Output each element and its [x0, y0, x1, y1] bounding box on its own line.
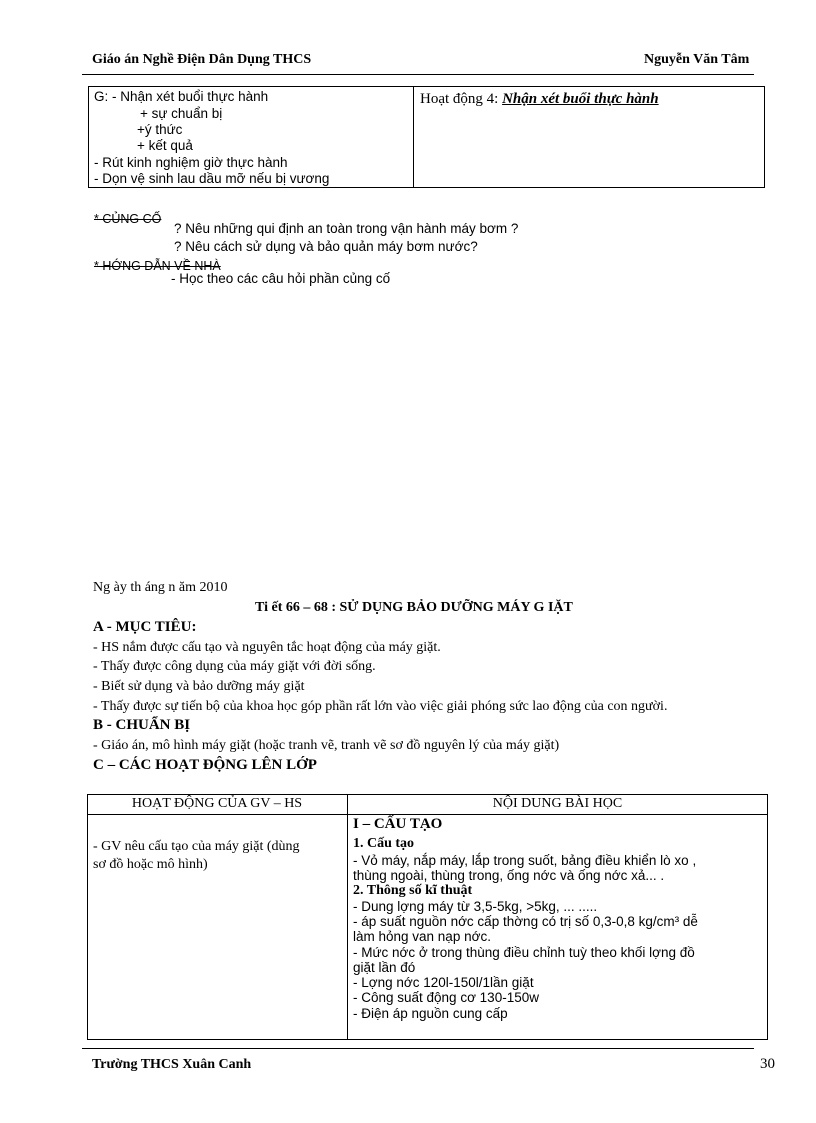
thong-so-line-4: - Mức nớc ở trong thùng điều chỉnh tuỳ theo khối lợng đồ	[353, 945, 695, 960]
lesson-title: Ti ết 66 – 68 : SỬ DỤNG BẢO DƯỠNG MÁY G IẶT	[255, 600, 573, 615]
thong-so-line-1: - Dung lợng máy từ 3,5-5kg, >5kg, ... .....	[353, 899, 598, 914]
cung-co-label: * CỦNG CỐ	[94, 212, 162, 226]
section-a-item-2: - Thấy được công dụng của máy giặt với đời sống.	[93, 659, 376, 674]
thong-so-sub-title: 2. Thông số kĩ thuật	[353, 883, 473, 898]
footer-left: Trường THCS Xuân Canh	[92, 1057, 252, 1072]
cau-tao-sub-title: 1. Cấu tạo	[353, 836, 415, 851]
section-a-title: A - MỤC TIÊU:	[93, 619, 197, 635]
main-left-line-2: sơ đồ hoặc mô hình)	[93, 857, 208, 872]
col1-header: HOẠT ĐỘNG CỦA GV – HS	[131, 796, 303, 811]
header-right: Nguyễn Văn Tâm	[644, 52, 750, 67]
cung-co-question-2: ? Nêu cách sử dụng và bảo quản máy bơm nước?	[174, 239, 478, 254]
thong-so-line-8: - Điện áp nguồn cung cấp	[353, 1006, 508, 1021]
top-table-divider	[413, 86, 414, 188]
thong-so-line-5: giặt lần đó	[353, 960, 416, 975]
section-b-title: B - CHUẨN BỊ	[93, 717, 191, 733]
top-left-line-3: +ý thức	[137, 122, 183, 137]
cau-tao-line-2: thùng ngoài, thùng trong, ống nớc và ống nớc xả... .	[353, 868, 665, 883]
thong-so-line-3: làm hỏng van nạp nớc.	[353, 929, 491, 944]
activity-4-heading	[420, 91, 659, 108]
main-table-divider	[347, 794, 348, 1040]
huong-dan-line: - Học theo các câu hỏi phần củng cố	[171, 271, 391, 286]
activity-4-prefix: Hoạt động 4:	[420, 91, 503, 107]
top-left-line-5: - Rút kinh nghiệm giờ thực hành	[94, 155, 288, 170]
section-c-title: C – CÁC HOẠT ĐỘNG LÊN LỚP	[93, 757, 317, 773]
top-left-line-2: + sự chuẩn bị	[140, 106, 223, 121]
top-left-line-4: + kết quả	[137, 138, 193, 153]
top-left-line-1: G: - Nhận xét buổi thực hành	[94, 89, 269, 104]
cau-tao-section-title: I – CẤU TẠO	[353, 816, 443, 832]
section-a-item-1: - HS nắm được cấu tạo và nguyên tắc hoạt động của máy giặt.	[93, 640, 441, 655]
thong-so-line-2: - áp suất nguồn nớc cấp thờng có trị số 0,3-0,8 kg/cm³ dễ	[353, 914, 698, 929]
main-left-line-1: - GV nêu cấu tạo của máy giặt (dùng	[93, 839, 300, 854]
footer-rule	[82, 1048, 754, 1049]
thong-so-line-6: - Lợng nớc 120l-150l/1lần giặt	[353, 975, 534, 990]
page-number: 30	[760, 1056, 775, 1072]
thong-so-line-7: - Công suất động cơ 130-150w	[353, 990, 539, 1005]
header-rule	[82, 74, 754, 75]
col2-header: NỘI DUNG BÀI HỌC	[492, 796, 623, 811]
top-left-line-6: - Dọn vệ sinh lau dầu mỡ nếu bị vương	[94, 171, 330, 186]
huong-dan-label: * HỚNG DẪN VỀ NHÀ	[94, 259, 221, 273]
main-table-header-rule	[87, 814, 768, 815]
cung-co-question-1: ? Nêu những qui định an toàn trong vận hành máy bơm ?	[174, 221, 519, 236]
activity-4-title: Nhận xét buổi thực hành	[502, 91, 659, 107]
date-line: Ng ày th áng n ăm 2010	[93, 580, 228, 595]
section-b-item-1: - Giáo án, mô hình máy giặt (hoặc tranh vẽ, tranh vẽ sơ đồ nguyên lý của máy giặt)	[93, 738, 560, 753]
section-a-item-3: - Biết sử dụng và bảo dưỡng máy giặt	[93, 679, 305, 694]
header-left: Giáo án Nghề Điện Dân Dụng THCS	[92, 52, 312, 67]
section-a-item-4: - Thấy được sự tiến bộ của khoa học góp phần rất lớn vào việc giải phóng sức lao động của con người.	[93, 699, 668, 714]
cau-tao-line-1: - Vỏ máy, nắp máy, lắp trong suốt, bảng điều khiển lò xo ,	[353, 853, 697, 868]
